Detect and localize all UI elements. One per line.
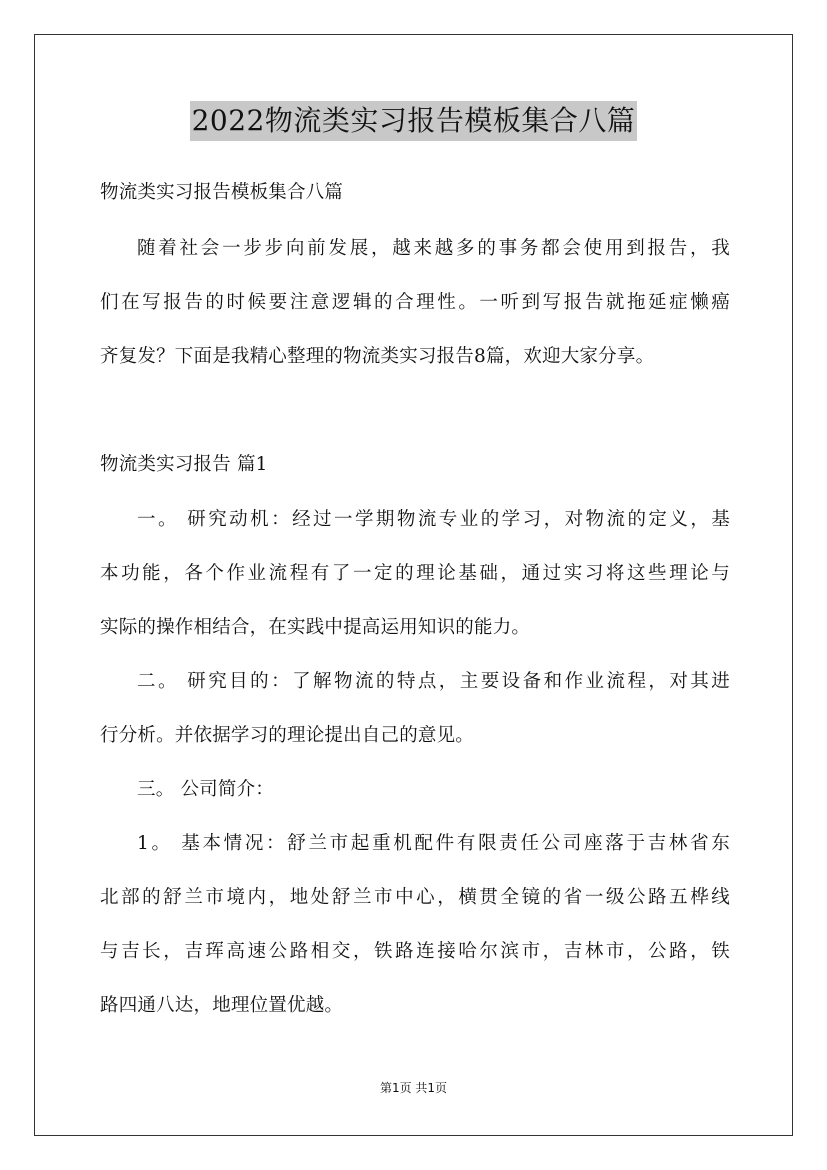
section-line-4: 二。 研究目的：了解物流的特点，主要设备和作业流程，对其进 bbox=[137, 671, 730, 692]
intro-line-3: 齐复发？下面是我精心整理的物流类实习报告8篇，欢迎大家分享。 bbox=[100, 346, 655, 367]
section-line-5: 行分析。并依据学习的理论提出自己的意见。 bbox=[100, 725, 475, 746]
document-subtitle: 物流类实习报告模板集合八篇 bbox=[100, 182, 344, 203]
section-line-3: 实际的操作相结合，在实践中提高运用知识的能力。 bbox=[100, 617, 531, 638]
intro-line-2: 们在写报告的时候要注意逻辑的合理性。一听到写报告就拖延症懒癌 bbox=[100, 292, 730, 313]
section-line-9: 与吉长，吉珲高速公路相交，铁路连接哈尔滨市，吉林市，公路，铁 bbox=[100, 941, 730, 962]
section-line-6: 三。 公司简介： bbox=[137, 779, 274, 800]
section-line-7: 1。 基本情况：舒兰市起重机配件有限责任公司座落于吉林省东 bbox=[137, 833, 730, 854]
section-line-2: 本功能，各个作业流程有了一定的理论基础，通过实习将这些理论与 bbox=[100, 563, 730, 584]
title-area bbox=[0, 101, 827, 141]
section-line-1: 一。 研究动机：经过一学期物流专业的学习，对物流的定义，基 bbox=[137, 509, 730, 530]
section-heading: 物流类实习报告 篇1 bbox=[100, 454, 268, 475]
section-line-8: 北部的舒兰市境内，地处舒兰市中心，横贯全镜的省一级公路五桦线 bbox=[100, 887, 730, 908]
section-line-10: 路四通八达，地理位置优越。 bbox=[100, 995, 344, 1016]
intro-line-1: 随着社会一步步向前发展，越来越多的事务都会使用到报告，我 bbox=[137, 238, 730, 259]
document-title: 2022物流类实习报告模板集合八篇 bbox=[190, 101, 638, 141]
page-footer: 第1页 共1页 bbox=[379, 1081, 448, 1095]
